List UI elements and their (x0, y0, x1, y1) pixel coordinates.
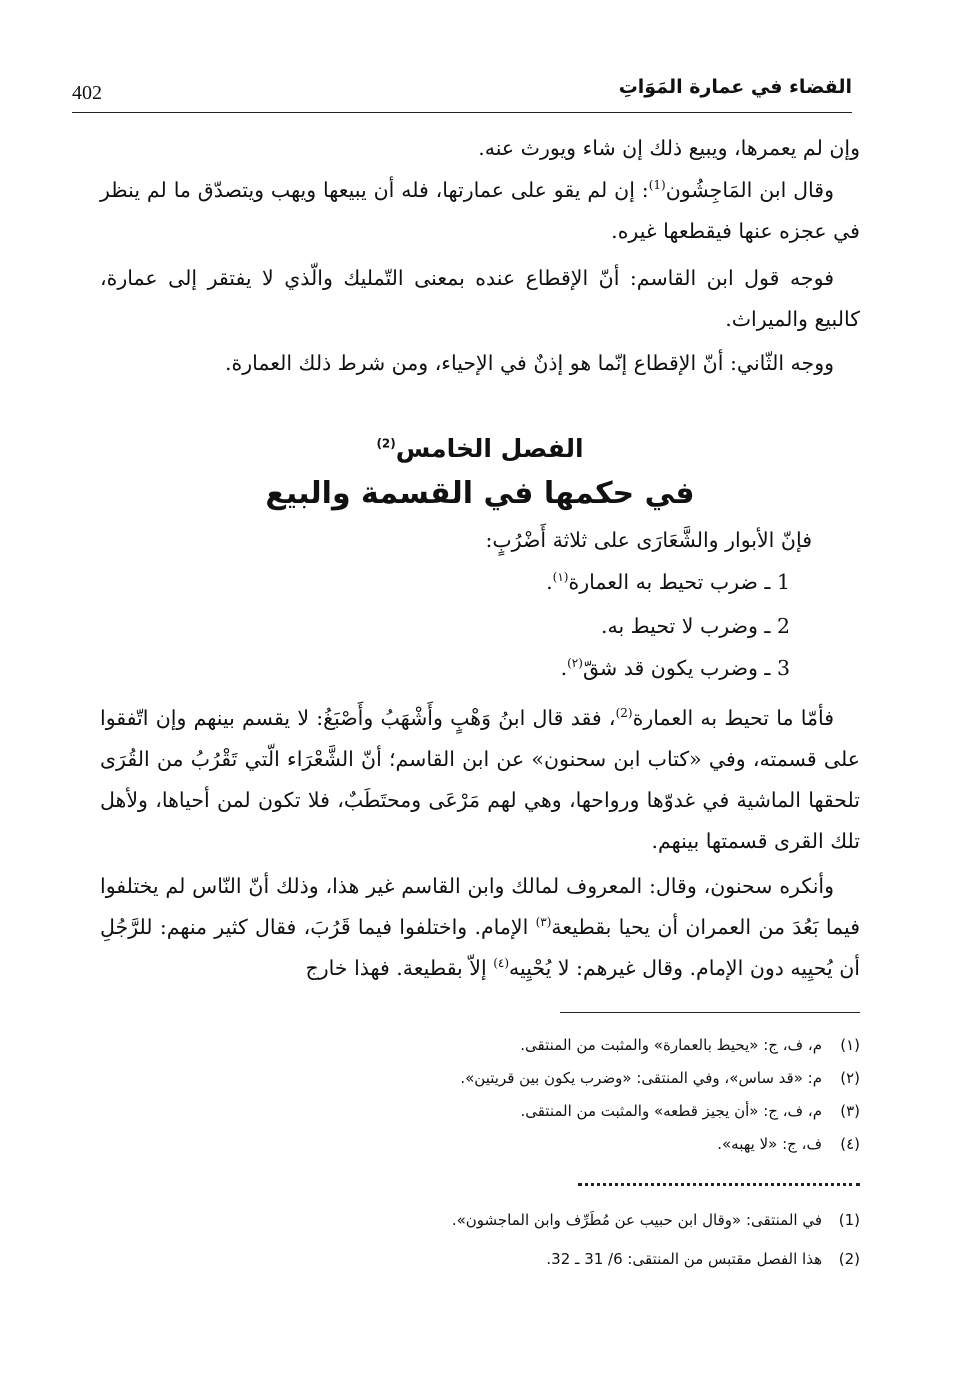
page-number: 402 (72, 82, 102, 104)
list-item-3: 3 ـ وضرب يكون قد شقّ$^{(٢)}$. (560, 656, 790, 680)
list-item-2: 2 ـ وضرب لا تحيط به. (600, 614, 790, 638)
footnote-a-4: (٤)ف، ج: «لا يهبه». (717, 1135, 860, 1153)
footnote-ref: (٣) (535, 915, 552, 930)
paragraph-2: وقال ابن المَاجِشُون$^{(1)}$: إن لم يقو على عمارتها، فله أن يبيعها ويهب ويتصدّق ما لم ينظر في عجزه عنها فيقطعها غيره. (100, 178, 860, 243)
running-title: القضاء في عمارة المَوَاتِ (618, 76, 852, 98)
footnote-b-1: (1)في المنتقى: «وقال ابن حبيب عن مُطَرِّف وابن الماجشون». (451, 1211, 860, 1229)
footnote-a-3: (٣)م، ف، ج: «أن يجيز قطعه» والمثبت من المنتقى. (520, 1102, 860, 1120)
list-intro: فإنّ الأبوار والشَّعَارَى على ثلاثة أَضْرُبٍ: (485, 528, 812, 552)
footnote-a-2: (٢)م: «قد ساس»، وفي المنتقى: «وضرب يكون بين قريتين». (460, 1069, 860, 1087)
footnote-divider (560, 1012, 860, 1013)
paragraph-3: فوجه قول ابن القاسم: أنّ الإقطاع عنده بمعنى التّمليك والّذي لا يفتقر إلى عمارة، كالبيع والميراث. (100, 266, 860, 331)
footnote-ref: (2) (376, 436, 396, 451)
footnote-ref: (2) (615, 706, 633, 721)
page-header (72, 70, 852, 113)
footnote-ref: (٤) (493, 956, 510, 971)
paragraph-6: وأنكره سحنون، وقال: المعروف لمالك وابن القاسم غير هذا، وذلك أنّ النّاس لم يختلفوا فيما بَعُدَ من العمران أن يحيا بقطيعة$^{(٣)}$ الإمام. واختلفوا فيما قَرُبَ، فقال كثير منهم: للرَّجُلِ أن يُحيِيه دون الإمام. وقال غيرهم: لا يُحْيِيه$^{(٤)}$ إلاّ بقطيعة. فهذا خارج (100, 874, 860, 980)
chapter-subtitle: في حكمها في القسمة والبيع (265, 476, 695, 511)
paragraph-1: وإن لم يعمرها، ويبيع ذلك إن شاء ويورث عنه. (478, 136, 860, 160)
paragraph-5: فأمّا ما تحيط به العمارة$^{(2)}$، فقد قال ابنُ وَهْبٍ وأَشْهَبُ وأَصْبَغُ: لا يقسم بينهم وإن اتّفقوا على قسمته، وفي «كتاب ابن سحنون» عن ابن القاسم؛ أنّ الشَّعْرَاء الّتي تَقْرُبُ من القُرَى تلحقها الماشية في غدوّها ورواحها، وهي لهم مَرْعَى ومحتَطَبٌ، فلا تكون لمن أحياها، ولأهل تلك القرى قسمتها بينهم. (100, 706, 860, 853)
footnote-dotted-divider (578, 1183, 860, 1186)
paragraph-4: ووجه الثّاني: أنّ الإقطاع إنّما هو إذنٌ في الإحياء، ومن شرط ذلك العمارة. (224, 351, 834, 375)
list-item-1: 1 ـ ضرب تحيط به العمارة$^{(١)}$. (546, 570, 790, 594)
footnote-a-1: (١)م، ف، ج: «يحيط بالعمارة» والمثبت من المنتقى. (520, 1036, 860, 1054)
footnote-ref: (1) (648, 178, 666, 193)
chapter-title: الفصل الخامس$^{(2)}$ (376, 434, 584, 463)
footnote-b-2: (2)هذا الفصل مقتبس من المنتقى: 6/ 31 ـ 32. (546, 1250, 860, 1268)
